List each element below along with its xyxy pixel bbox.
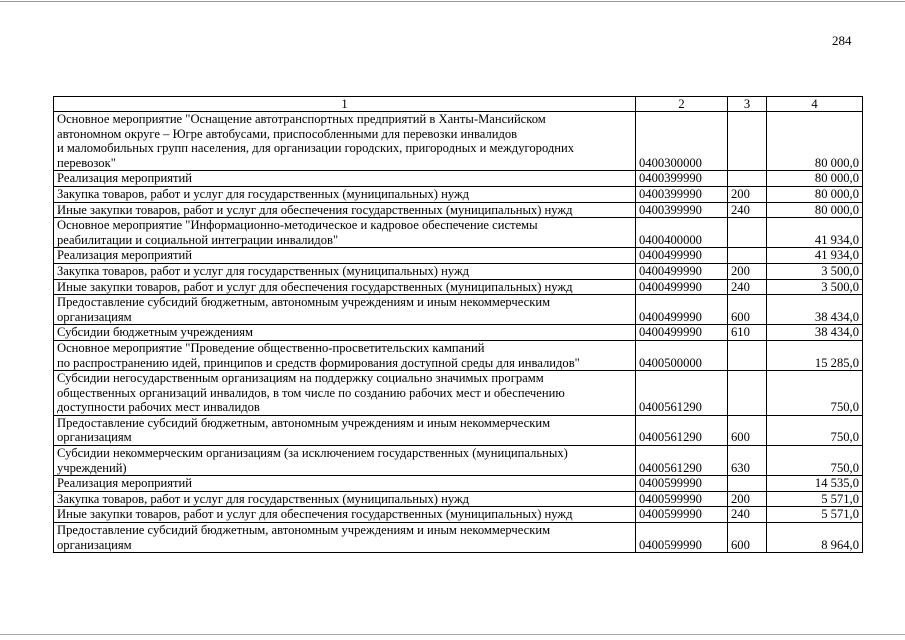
row-sum: 41 934,0 — [767, 248, 863, 264]
row-sum: 80 000,0 — [767, 186, 863, 202]
row-name — [54, 279, 636, 295]
row-sum: 5 571,0 — [767, 491, 863, 507]
row-sum: 38 434,0 — [767, 295, 863, 325]
header-col-1: 1 — [54, 97, 636, 112]
row-sum: 38 434,0 — [767, 325, 863, 341]
row-name-line: Реализация мероприятий — [57, 248, 192, 263]
table-row — [54, 218, 863, 248]
row-sum: 3 500,0 — [767, 263, 863, 279]
table-row — [54, 446, 863, 476]
table-row — [54, 279, 863, 295]
row-name-line: Закупка товаров, работ и услуг для государственных (муниципальных) нужд — [57, 491, 470, 506]
row-code: 0400500000 — [636, 340, 728, 370]
row-name — [54, 263, 636, 279]
table-row — [54, 415, 863, 445]
table-row — [54, 112, 863, 171]
row-name — [54, 476, 636, 492]
row-expense-type: 600 — [728, 523, 767, 553]
row-sum: 15 285,0 — [767, 340, 863, 370]
row-code: 0400599990 — [636, 523, 728, 553]
row-name-line: Реализация мероприятий — [57, 171, 192, 186]
row-name-line: Предоставление субсидий бюджетным, автономным учреждениям и иным некоммерческим — [57, 295, 551, 310]
row-sum: 80 000,0 — [767, 171, 863, 187]
row-sum: 750,0 — [767, 415, 863, 445]
row-expense-type: 600 — [728, 295, 767, 325]
row-name-line: Субсидии негосударственным организациям на поддержку социально значимых программ — [57, 371, 544, 386]
row-name — [54, 371, 636, 416]
row-name-line: Субсидии некоммерческим организациям (за исключением государственных (муниципальных) — [57, 446, 568, 461]
table-row — [54, 171, 863, 187]
row-code: 0400599990 — [636, 507, 728, 523]
row-code: 0400399990 — [636, 171, 728, 187]
row-name — [54, 491, 636, 507]
row-name — [54, 295, 636, 325]
row-name-line: Закупка товаров, работ и услуг для государственных (муниципальных) нужд — [57, 186, 470, 201]
row-sum: 14 535,0 — [767, 476, 863, 492]
row-name — [54, 340, 636, 370]
row-name-line: Закупка товаров, работ и услуг для государственных (муниципальных) нужд — [57, 263, 470, 278]
row-expense-type — [728, 340, 767, 370]
row-code: 0400499990 — [636, 295, 728, 325]
table-row — [54, 340, 863, 370]
table-row — [54, 371, 863, 416]
table-header-row — [54, 97, 863, 112]
row-name-line: Основное мероприятие "Информационно-методическое и кадровое обеспечение системы — [57, 218, 538, 233]
row-name — [54, 415, 636, 445]
row-sum: 750,0 — [767, 371, 863, 416]
row-expense-type: 200 — [728, 263, 767, 279]
row-sum: 8 964,0 — [767, 523, 863, 553]
row-name — [54, 202, 636, 218]
top-scan-edge — [0, 1, 905, 2]
row-code: 0400400000 — [636, 218, 728, 248]
row-code: 0400499990 — [636, 279, 728, 295]
row-name-line: реабилитации и социальной интеграции инвалидов" — [57, 232, 339, 247]
budget-table — [53, 96, 863, 553]
row-expense-type — [728, 218, 767, 248]
table-row — [54, 263, 863, 279]
row-name-line: автономном округе – Югре автобусами, приспособленными для перевозки инвалидов — [57, 126, 518, 141]
row-name-line: доступности рабочих мест инвалидов — [57, 400, 260, 415]
row-sum: 5 571,0 — [767, 507, 863, 523]
bottom-scan-edge — [0, 634, 905, 635]
row-name — [54, 186, 636, 202]
row-name-line: Реализация мероприятий — [57, 476, 192, 491]
row-expense-type: 240 — [728, 202, 767, 218]
row-code: 0400599990 — [636, 476, 728, 492]
row-name-line: Субсидии бюджетным учреждениям — [57, 325, 253, 340]
row-code: 0400399990 — [636, 202, 728, 218]
row-name-line: и маломобильных групп населения, для организации городских, пригородных и междугородних — [57, 141, 575, 156]
row-name — [54, 523, 636, 553]
row-name-line: по распространению идей, принципов и средств формирования доступной среды для инвалидов" — [57, 355, 580, 370]
row-code: 0400499990 — [636, 325, 728, 341]
row-code: 0400499990 — [636, 263, 728, 279]
row-name — [54, 248, 636, 264]
row-expense-type — [728, 248, 767, 264]
row-sum: 750,0 — [767, 446, 863, 476]
row-expense-type — [728, 171, 767, 187]
row-name-line: Иные закупки товаров, работ и услуг для обеспечения государственных (муниципальных) нужд — [57, 202, 573, 217]
row-name — [54, 507, 636, 523]
row-expense-type — [728, 112, 767, 171]
table-body — [54, 112, 863, 553]
table-row — [54, 476, 863, 492]
row-name-line: общественных организаций инвалидов, в том числе по созданию рабочих мест и обеспечению — [57, 385, 565, 400]
row-code: 0400499990 — [636, 248, 728, 264]
row-code: 0400399990 — [636, 186, 728, 202]
row-name-line: Предоставление субсидий бюджетным, автономным учреждениям и иным некоммерческим — [57, 523, 551, 538]
row-sum: 41 934,0 — [767, 218, 863, 248]
table-row — [54, 295, 863, 325]
row-code: 0400300000 — [636, 112, 728, 171]
table-row — [54, 491, 863, 507]
row-name-line: Иные закупки товаров, работ и услуг для обеспечения государственных (муниципальных) нужд — [57, 507, 573, 522]
row-name-line: перевозок" — [57, 155, 116, 170]
row-code: 0400599990 — [636, 491, 728, 507]
row-name-line: учреждений) — [57, 460, 127, 475]
row-name — [54, 325, 636, 341]
row-name-line: организациям — [57, 309, 132, 324]
row-code: 0400561290 — [636, 371, 728, 416]
page-number: 284 — [832, 33, 852, 48]
row-name-line: Предоставление субсидий бюджетным, автономным учреждениям и иным некоммерческим — [57, 415, 551, 430]
row-expense-type: 200 — [728, 491, 767, 507]
row-sum: 80 000,0 — [767, 112, 863, 171]
table-row — [54, 325, 863, 341]
row-name-line: Основное мероприятие "Проведение общественно-просветительских кампаний — [57, 340, 485, 355]
row-name — [54, 446, 636, 476]
header-col-2: 2 — [636, 97, 728, 112]
table-row — [54, 248, 863, 264]
table-row — [54, 186, 863, 202]
row-name — [54, 112, 636, 171]
row-sum: 3 500,0 — [767, 279, 863, 295]
row-name-line: организациям — [57, 537, 132, 552]
row-sum: 80 000,0 — [767, 202, 863, 218]
row-expense-type: 630 — [728, 446, 767, 476]
row-expense-type: 240 — [728, 507, 767, 523]
row-code: 0400561290 — [636, 446, 728, 476]
row-expense-type: 200 — [728, 186, 767, 202]
row-name-line: Основное мероприятие "Оснащение автотранспортных предприятий в Ханты-Мансийском — [57, 112, 546, 126]
row-name — [54, 171, 636, 187]
row-name — [54, 218, 636, 248]
table-row — [54, 523, 863, 553]
row-expense-type: 600 — [728, 415, 767, 445]
header-col-4: 4 — [767, 97, 863, 112]
row-code: 0400561290 — [636, 415, 728, 445]
row-expense-type — [728, 476, 767, 492]
table-row — [54, 507, 863, 523]
header-col-3: 3 — [728, 97, 767, 112]
table-row — [54, 202, 863, 218]
row-expense-type: 610 — [728, 325, 767, 341]
row-name-line: Иные закупки товаров, работ и услуг для обеспечения государственных (муниципальных) нужд — [57, 279, 573, 294]
row-expense-type — [728, 371, 767, 416]
row-expense-type: 240 — [728, 279, 767, 295]
row-name-line: организациям — [57, 430, 132, 445]
